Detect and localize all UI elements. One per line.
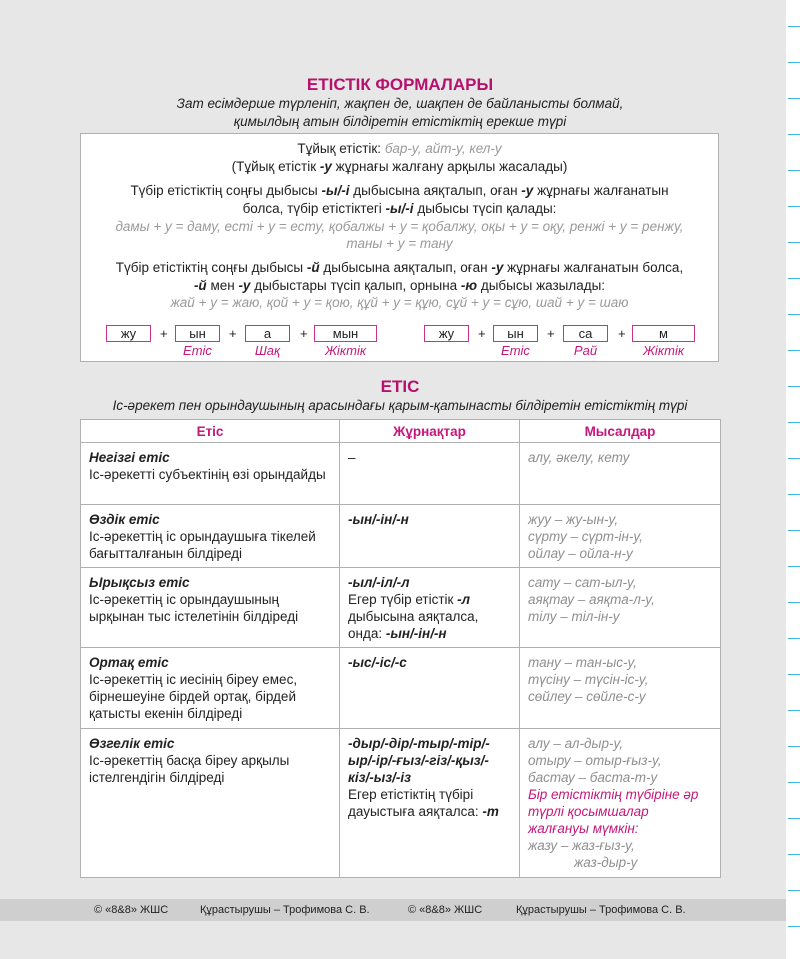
margin-tick bbox=[788, 62, 800, 63]
example: тілу – тіл-ін-у bbox=[528, 609, 620, 624]
margin-tick bbox=[788, 386, 800, 387]
margin-tick bbox=[788, 926, 800, 927]
rule2-line2 bbox=[81, 277, 718, 295]
suffix: -у bbox=[491, 260, 504, 275]
example: алу – ал-дыр-у, bbox=[528, 736, 624, 751]
voice-title: ЕТІС bbox=[380, 377, 420, 396]
morpheme-diagram-1 bbox=[106, 325, 406, 365]
voice-cell bbox=[81, 648, 340, 729]
voice-desc: Іс-әрекеттің іс орындаушының ырқынан тыс істелетінін білдіреді bbox=[89, 592, 299, 624]
forms-subtitle-line2: қимылдың атын білдіретін етістіктің ерекше түрі bbox=[233, 114, 567, 129]
margin-tick bbox=[788, 494, 800, 495]
footer-copyright: © «8&8» ЖШС bbox=[94, 904, 169, 916]
text: дыбысына аяқталып, оған bbox=[349, 183, 522, 198]
infinitive-examples: бар-у, айт-у, кел-у bbox=[384, 141, 502, 156]
table-row bbox=[81, 568, 721, 648]
text: онда: bbox=[348, 626, 386, 641]
example: жазу – жаз-ғыз-у, bbox=[528, 838, 635, 853]
suffix: -л bbox=[457, 592, 471, 607]
label-person: Жіктік bbox=[643, 343, 684, 358]
suffix-note bbox=[348, 625, 511, 642]
text: дауыстыға аяқталса: bbox=[348, 804, 483, 819]
note-highlight: Бір етістіктің түбіріне әр түрлі қосымшалар жалғануы мүмкін: bbox=[528, 787, 699, 836]
text: мен bbox=[206, 278, 239, 293]
voice-cell bbox=[81, 505, 340, 568]
voice-cell bbox=[81, 443, 340, 505]
suffix: -ыс/-іс/-с bbox=[348, 655, 407, 670]
label-person: Жіктік bbox=[325, 343, 366, 358]
margin-tick bbox=[788, 638, 800, 639]
rule2-examples: жай + у = жаю, қой + у = қою, құй + у = құю, сұй + у = сұю, шай + у = шаю bbox=[170, 295, 629, 310]
margin-tick bbox=[788, 314, 800, 315]
margin-tick bbox=[788, 170, 800, 171]
example: алу, әкелу, кету bbox=[528, 450, 630, 465]
suffix: -у bbox=[319, 159, 332, 174]
header-voice: Етіс bbox=[81, 420, 340, 443]
text: дыбысы түсіп қалады: bbox=[413, 201, 557, 216]
voice-name: Ортақ етіс bbox=[89, 655, 169, 670]
suffix: – bbox=[348, 450, 356, 465]
verb-forms-box bbox=[80, 133, 719, 362]
morpheme-root: жу bbox=[106, 325, 151, 342]
header-suffixes: Жұрнақтар bbox=[340, 420, 520, 443]
example: бастау – баста-т-у bbox=[528, 770, 658, 785]
suffix-note bbox=[348, 591, 511, 608]
text: Түбір етістіктің соңғы дыбысы bbox=[130, 183, 322, 198]
morpheme-voice: ын bbox=[493, 325, 538, 342]
margin-tick bbox=[788, 422, 800, 423]
morpheme-person: м bbox=[632, 325, 695, 342]
text: болса, түбір етістіктегі bbox=[242, 201, 386, 216]
example: жаз-дыр-у bbox=[574, 855, 638, 870]
text: (Тұйық етістік bbox=[231, 159, 320, 174]
margin-tick bbox=[788, 530, 800, 531]
examples-cell bbox=[520, 568, 721, 648]
margin-tick bbox=[788, 782, 800, 783]
rule1-examples-2: таны + у = тану bbox=[346, 236, 453, 251]
footer-bar bbox=[0, 899, 786, 921]
margin-tick bbox=[788, 854, 800, 855]
examples-cell bbox=[520, 443, 721, 505]
suffix: -ын/-ін/-н bbox=[348, 512, 409, 527]
rule1-line1 bbox=[81, 182, 718, 200]
footer-author: Құрастырушы – Трофимова С. В. bbox=[516, 904, 686, 916]
example: отыру – отыр-ғыз-у, bbox=[528, 753, 662, 768]
text: жұрнағы жалғанатын болса, bbox=[503, 260, 684, 275]
margin-tick bbox=[788, 206, 800, 207]
examples-cell bbox=[520, 505, 721, 568]
plus-sign: + bbox=[229, 326, 237, 341]
plus-sign: + bbox=[300, 326, 308, 341]
examples-cell bbox=[520, 729, 721, 878]
voice-name: Ырықсыз етіс bbox=[89, 575, 190, 590]
label-mood: Рай bbox=[573, 343, 598, 358]
morpheme-tense: а bbox=[245, 325, 290, 342]
forms-subtitle bbox=[80, 95, 720, 131]
voice-subtitle: Іс-әрекет пен орындаушының арасындағы қарым-қатынасты білдіретін етістіктің түрі bbox=[112, 398, 688, 413]
text: дыбыстары түсіп қалып, орнына bbox=[250, 278, 461, 293]
header-examples: Мысалдар bbox=[520, 420, 721, 443]
suffix: -ю bbox=[460, 278, 478, 293]
margin-tick bbox=[788, 458, 800, 459]
forms-title: ЕТІСТІК ФОРМАЛАРЫ bbox=[306, 75, 494, 94]
table-row bbox=[81, 443, 721, 505]
margin-tick bbox=[788, 710, 800, 711]
suffix: -у bbox=[238, 278, 251, 293]
example: сөйлеу – сөйле-с-у bbox=[528, 689, 646, 704]
margin-tick bbox=[788, 818, 800, 819]
voice-desc: Іс-әрекеттің іс иесінің біреу емес, бірнешеуіне бірдей ортақ, бірдей қатысты екенін білдіреді bbox=[89, 672, 298, 721]
plus-sign: + bbox=[618, 326, 626, 341]
table-row bbox=[81, 729, 721, 878]
suffix: -дыр/-дір/-тыр/-тір/-ыр/-ір/-ғыз/-гіз/-қыз/-кіз/-ыз/-із bbox=[348, 736, 490, 785]
footer-author: Құрастырушы – Трофимова С. В. bbox=[200, 904, 370, 916]
footer-copyright: © «8&8» ЖШС bbox=[408, 904, 483, 916]
suffix: -у bbox=[521, 183, 534, 198]
right-margin-strip bbox=[786, 0, 800, 959]
voice-desc: Іс-әрекеттің басқа біреу арқылы істелгендігін білдіреді bbox=[89, 753, 290, 785]
morpheme-root: жу bbox=[424, 325, 469, 342]
suffix: -й bbox=[193, 278, 207, 293]
example: сүрту – сүрт-ін-у, bbox=[528, 529, 643, 544]
margin-tick bbox=[788, 890, 800, 891]
voice-desc: Іс-әрекетті субъектінің өзі орындайды bbox=[89, 467, 326, 482]
morpheme-voice: ын bbox=[175, 325, 220, 342]
example: сату – сат-ыл-у, bbox=[528, 575, 637, 590]
suffix-note: Егер етістіктің түбірі bbox=[348, 787, 474, 802]
examples-cell bbox=[520, 648, 721, 729]
suffix-note: дыбысына аяқталса, bbox=[348, 609, 479, 624]
margin-tick bbox=[788, 746, 800, 747]
text: дыбысы жазылады: bbox=[477, 278, 606, 293]
example: ойлау – ойла-н-у bbox=[528, 546, 633, 561]
suffix-cell bbox=[340, 443, 520, 505]
margin-tick bbox=[788, 134, 800, 135]
rule1-examples-1: дамы + у = даму, есті + у = есту, қобалжы + у = қобалжу, оқы + у = оқу, ренжі + у = ренжу, bbox=[115, 219, 684, 234]
plus-sign: + bbox=[160, 326, 168, 341]
example: тану – тан-ыс-у, bbox=[528, 655, 638, 670]
margin-tick bbox=[788, 242, 800, 243]
example: түсіну – түсін-іс-у, bbox=[528, 672, 649, 687]
infinitive-rule bbox=[81, 158, 718, 176]
margin-tick bbox=[788, 566, 800, 567]
morpheme-diagram-2 bbox=[424, 325, 714, 365]
text: жұрнағы жалғану арқылы жасалады) bbox=[331, 159, 568, 174]
label-voice: Етіс bbox=[183, 343, 212, 358]
margin-tick bbox=[788, 98, 800, 99]
infinitive-line bbox=[81, 140, 718, 158]
example: жуу – жу-ын-у, bbox=[528, 512, 619, 527]
text: Түбір етістіктің соңғы дыбысы bbox=[115, 260, 307, 275]
margin-tick bbox=[788, 26, 800, 27]
suffix: -ыл/-іл/-л bbox=[348, 575, 410, 590]
suffix: -ын/-ін/-н bbox=[385, 626, 447, 641]
suffix: -т bbox=[482, 804, 499, 819]
table-header-row bbox=[81, 420, 721, 443]
example: аяқтау – аяқта-л-у, bbox=[528, 592, 655, 607]
forms-subtitle-line1: Зат есімдерше түрленіп, жақпен де, шақпен де байланысты болмай, bbox=[176, 96, 624, 111]
voice-name: Өзгелік етіс bbox=[89, 736, 175, 751]
suffix-note bbox=[348, 803, 511, 820]
margin-tick bbox=[788, 602, 800, 603]
voice-name: Негізгі етіс bbox=[89, 450, 170, 465]
table-row bbox=[81, 648, 721, 729]
voice-name: Өздік етіс bbox=[89, 512, 160, 527]
suffix-cell bbox=[340, 505, 520, 568]
margin-tick bbox=[788, 674, 800, 675]
plus-sign: + bbox=[478, 326, 486, 341]
voice-desc: Іс-әрекеттің іс орындаушыға тікелей бағытталғанын білдіреді bbox=[89, 529, 316, 561]
suffix: -й bbox=[306, 260, 320, 275]
plus-sign: + bbox=[547, 326, 555, 341]
morpheme-mood: са bbox=[563, 325, 608, 342]
table-row bbox=[81, 505, 721, 568]
text: дыбысына аяқталып, оған bbox=[319, 260, 492, 275]
label-tense: Шақ bbox=[254, 343, 281, 358]
voice-table bbox=[80, 419, 721, 878]
infinitive-label: Тұйық етістік: bbox=[297, 141, 385, 156]
suffix: -ы/-і bbox=[385, 201, 414, 216]
label-voice: Етіс bbox=[501, 343, 530, 358]
voice-cell bbox=[81, 568, 340, 648]
suffix-cell bbox=[340, 568, 520, 648]
text: жұрнағы жалғанатын bbox=[533, 183, 669, 198]
margin-tick bbox=[788, 350, 800, 351]
rule1-line2 bbox=[81, 200, 718, 218]
suffix-cell bbox=[340, 648, 520, 729]
rule2-line1 bbox=[81, 259, 718, 277]
voice-cell bbox=[81, 729, 340, 878]
margin-tick bbox=[788, 278, 800, 279]
text: Егер түбір етістік bbox=[348, 592, 458, 607]
suffix: -ы/-і bbox=[321, 183, 350, 198]
morpheme-person: мын bbox=[314, 325, 377, 342]
suffix-cell bbox=[340, 729, 520, 878]
